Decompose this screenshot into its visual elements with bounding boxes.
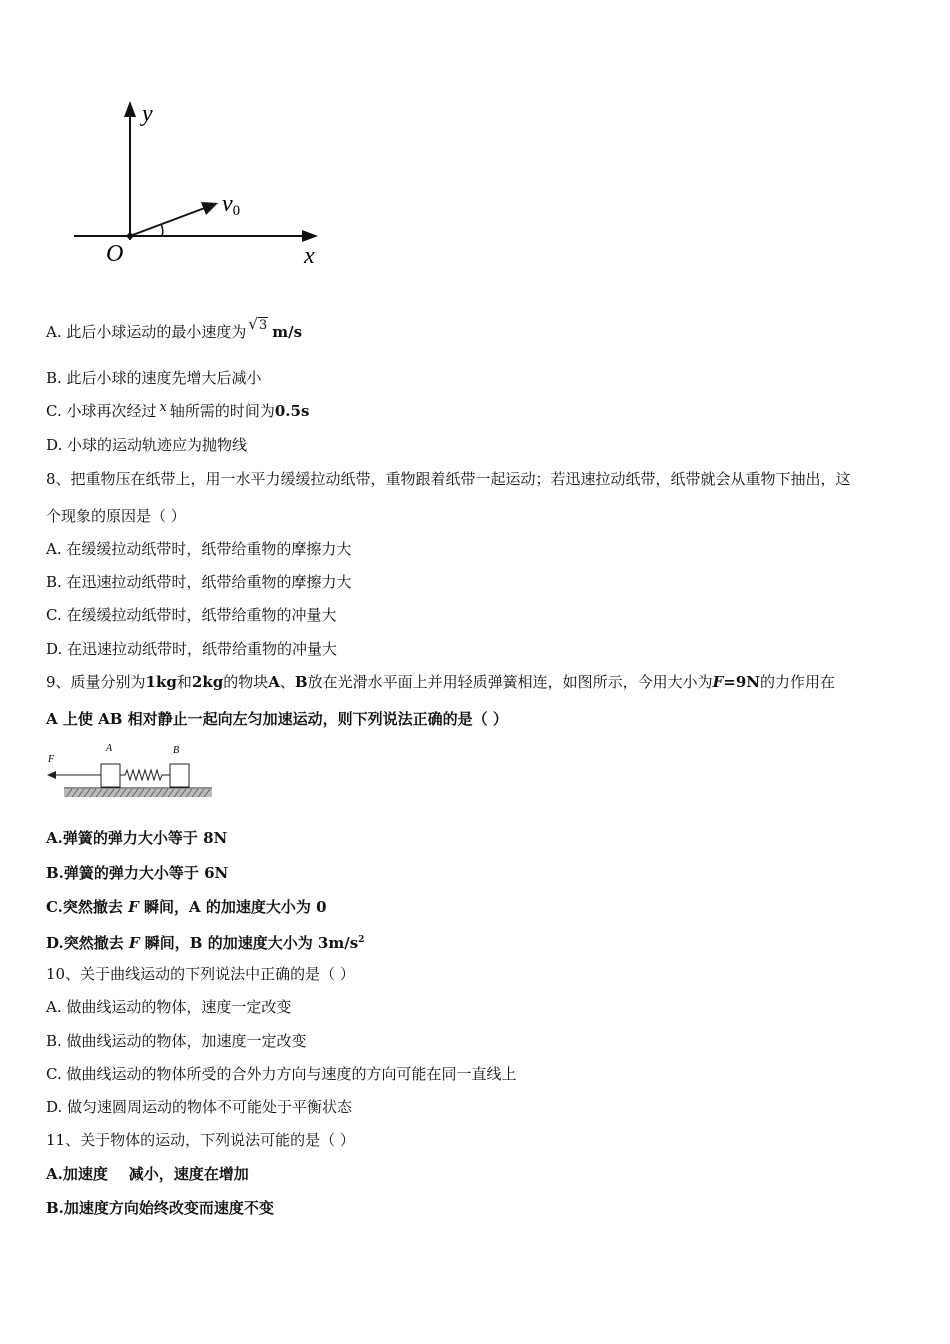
q9-option-a: A.弹簧的弹力大小等于 8N bbox=[46, 829, 228, 847]
q10-option-a: A. 做曲线运动的物体，速度一定改变 bbox=[46, 998, 292, 1016]
x-label: x bbox=[304, 243, 315, 269]
q8-option-c: C. 在缓缓拉动纸带时，纸带给重物的冲量大 bbox=[46, 606, 337, 624]
q9-option-c: C.突然撤去 F 瞬间，A 的加速度大小为 0 bbox=[46, 898, 327, 916]
q8-option-a: A. 在缓缓拉动纸带时，纸带给重物的摩擦力大 bbox=[46, 540, 352, 558]
q9-stem-line2: A 上使 AB 相对静止一起向左匀加速运动，则下列说法正确的是（ ） bbox=[46, 710, 508, 728]
q8-option-d: D. 在迅速拉动纸带时，纸带给重物的冲量大 bbox=[46, 640, 338, 658]
y-label: y bbox=[142, 101, 153, 127]
x-axis-arrow bbox=[302, 230, 318, 242]
v0-vector bbox=[130, 206, 210, 236]
block-b-label: B bbox=[173, 745, 180, 756]
q11-option-a: A.加速度 减小，速度在增加 bbox=[46, 1165, 249, 1183]
q7-option-c: C. 小球再次经过 x 轴所需的时间为0.5s bbox=[46, 400, 310, 420]
spring bbox=[120, 770, 170, 780]
v0-label: v0 bbox=[222, 191, 241, 219]
force-label: F bbox=[48, 754, 55, 765]
spring-blocks-figure bbox=[44, 740, 216, 802]
q11-option-b: B.加速度方向始终改变而速度不变 bbox=[46, 1199, 274, 1217]
sqrt-expression: √3 bbox=[248, 315, 268, 333]
q7-option-d: D. 小球的运动轨迹应为抛物线 bbox=[46, 436, 248, 454]
q10-option-b: B. 做曲线运动的物体，加速度一定改变 bbox=[46, 1032, 307, 1050]
origin-dot bbox=[127, 233, 133, 239]
velocity-axes-figure bbox=[60, 95, 340, 275]
block-b bbox=[170, 764, 189, 787]
origin-label: O bbox=[106, 241, 124, 267]
q10-stem: 10、关于曲线运动的下列说法中正确的是（ ） bbox=[46, 965, 355, 983]
q7-option-b: B. 此后小球的速度先增大后减小 bbox=[46, 369, 262, 387]
q8-stem-line1: 8、把重物压在纸带上，用一水平力缓缓拉动纸带，重物跟着纸带一起运动；若迅速拉动纸带，纸带就会从重物下抽出，这 bbox=[46, 470, 851, 488]
q8-stem-line2: 个现象的原因是（ ） bbox=[46, 507, 186, 525]
block-a bbox=[101, 764, 120, 787]
ground-hatch bbox=[64, 789, 212, 797]
block-a-label: A bbox=[106, 743, 113, 754]
q10-option-c: C. 做曲线运动的物体所受的合外力方向与速度的方向可能在同一直线上 bbox=[46, 1065, 517, 1083]
q8-option-b: B. 在迅速拉动纸带时，纸带给重物的摩擦力大 bbox=[46, 573, 352, 591]
angle-arc bbox=[161, 224, 163, 236]
q11-stem: 11、关于物体的运动，下列说法可能的是（ ） bbox=[46, 1131, 355, 1149]
q9-stem-line1: 9、质量分别为1kg和2kg的物块A、B放在光滑水平面上并用轻质弹簧相连，如图所示，今用大小为F=9N的力作用在 bbox=[46, 673, 835, 691]
force-arrowhead bbox=[47, 771, 56, 779]
v0-arrow bbox=[201, 202, 218, 215]
y-axis-arrow bbox=[124, 101, 136, 117]
q10-option-d: D. 做匀速圆周运动的物体不可能处于平衡状态 bbox=[46, 1098, 353, 1116]
q9-option-d: D.突然撤去 F 瞬间，B 的加速度大小为 $3m/s^2$ bbox=[46, 934, 365, 952]
q7-option-a: A. 此后小球运动的最小速度为 √3 m/s bbox=[46, 315, 303, 341]
q9-option-b: B.弹簧的弹力大小等于 6N bbox=[46, 864, 229, 882]
